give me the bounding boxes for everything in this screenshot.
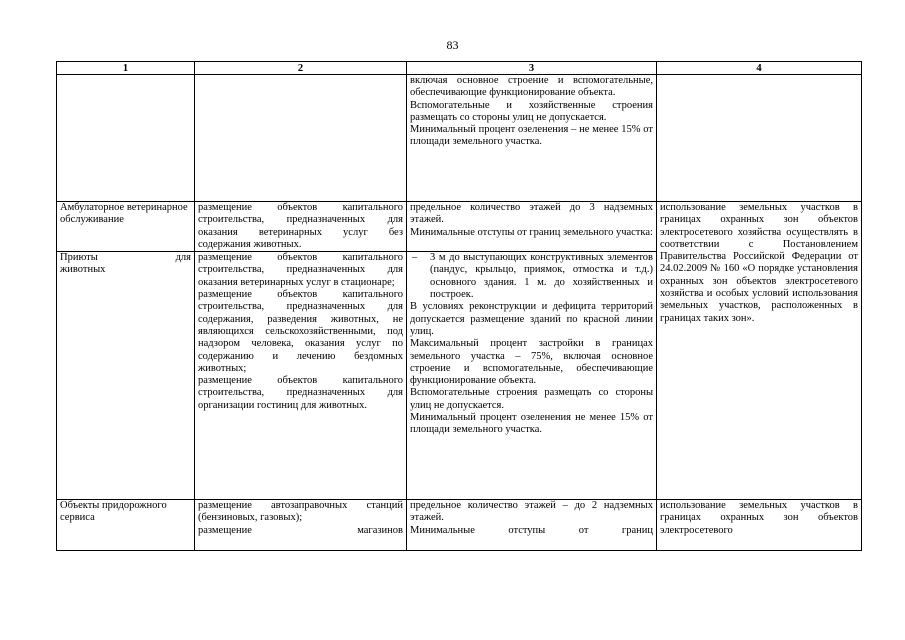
restrictions-cell	[657, 75, 862, 202]
description-cell	[195, 252, 407, 500]
column-header-1: 1	[57, 62, 195, 75]
parameter-text: включая основное строение и вспомогательные, обеспечивающие функционирование объекта.	[410, 75, 653, 99]
description-cell	[195, 202, 407, 252]
restrictions-cell	[657, 500, 862, 551]
parameter-text: Минимальные отступы от границ земельного участка:	[410, 226, 653, 238]
table-row	[57, 500, 862, 551]
parameter-text: Минимальный процент озеленения – не менее 15% от площади земельного участка.	[410, 124, 653, 148]
parameters-cell	[407, 500, 657, 551]
restrictions-text: использование земельных участков в границах охранных зон объектов электросетевого	[660, 500, 858, 536]
description-text: размещение объектов капитального строительства, предназначенных для оказания ветеринарных услуг в стационаре;	[198, 252, 403, 288]
description-cell	[195, 75, 407, 202]
use-type-name: Амбулаторное ветеринарное обслуживание	[60, 202, 188, 226]
parameters-cell	[407, 75, 657, 202]
use-type-cell	[57, 202, 195, 252]
column-header-4: 4	[657, 62, 862, 75]
setback-list	[410, 252, 653, 301]
parameter-text: Максимальный процент застройки в границах земельного участка – 75%, включая основное строение и вспомогательные, обеспечивающие функционирование объекта.	[410, 338, 653, 387]
column-header-2: 2	[195, 62, 407, 75]
parameter-text: В условиях реконструкции и дефицита территорий допускается размещение зданий по красной линии улиц.	[410, 301, 653, 337]
table-row	[57, 202, 862, 252]
use-type-cell	[57, 500, 195, 551]
parameter-text: предельное количество этажей до 3 надземных этажей.	[410, 202, 653, 226]
use-type-name-part: животных	[60, 264, 106, 276]
description-cell	[195, 500, 407, 551]
parameter-text: Минимальный процент озеленения не менее 15% от площади земельного участка.	[410, 412, 653, 436]
use-type-name-part: Приюты	[60, 252, 98, 264]
restrictions-text: использование земельных участков в границах охранных зон объектов электросетевого хозяйства осуществлять в соответствии с Постановлением Правительства Российской Федерации от 24.02.2009 № 160 «О порядке установления охранных зон объектов электросетевого хозяйства и особых условий использования земельных участков, расположенных в границах таких зон».	[660, 202, 858, 324]
parameters-cell	[407, 202, 657, 252]
page-number: 83	[446, 38, 459, 52]
use-type-cell	[57, 252, 195, 500]
use-type-name-part: для	[175, 252, 191, 264]
table-row	[57, 75, 862, 202]
description-text: размещение объектов капитального строительства, предназначенных для оказания ветеринарных услуг без содержания животных.	[198, 202, 403, 250]
description-text: размещение магазинов	[198, 524, 403, 536]
description-text: размещение автозаправочных станций (бензиновых, газовых);	[198, 500, 403, 524]
table-header-row	[57, 62, 862, 75]
description-text: размещение объектов капитального строительства, предназначенных для содержания, разведения животных, не являющихся сельскохозяйственными, под надзором человека, оказания услуг по содержанию и лечению бездомных животных;	[198, 289, 403, 374]
parameters-cell	[407, 252, 657, 500]
parameter-text: Вспомогательные строения размещать со стороны улиц не допускается.	[410, 387, 653, 411]
regulations-table	[56, 61, 862, 551]
parameter-text: предельное количество этажей – до 2 надземных этажей.	[410, 500, 653, 524]
list-item: – 3 м до выступающих конструктивных элементов (пандус, крыльцо, приямок, отмостка и т.д.) основного здания. 1 м. до хозяйственных и построек.	[430, 252, 653, 301]
restrictions-cell	[657, 202, 862, 500]
use-type-name	[60, 252, 191, 264]
use-type-name: Объекты придорожного сервиса	[60, 500, 167, 524]
parameter-text: Вспомогательные и хозяйственные строения размещать со стороны улиц не допускается.	[410, 99, 653, 123]
column-header-3: 3	[407, 62, 657, 75]
parameter-text: Минимальные отступы от границ	[410, 524, 653, 536]
description-text: размещение объектов капитального строительства, предназначенных для организации гостиниц для животных.	[198, 375, 403, 411]
use-type-cell	[57, 75, 195, 202]
